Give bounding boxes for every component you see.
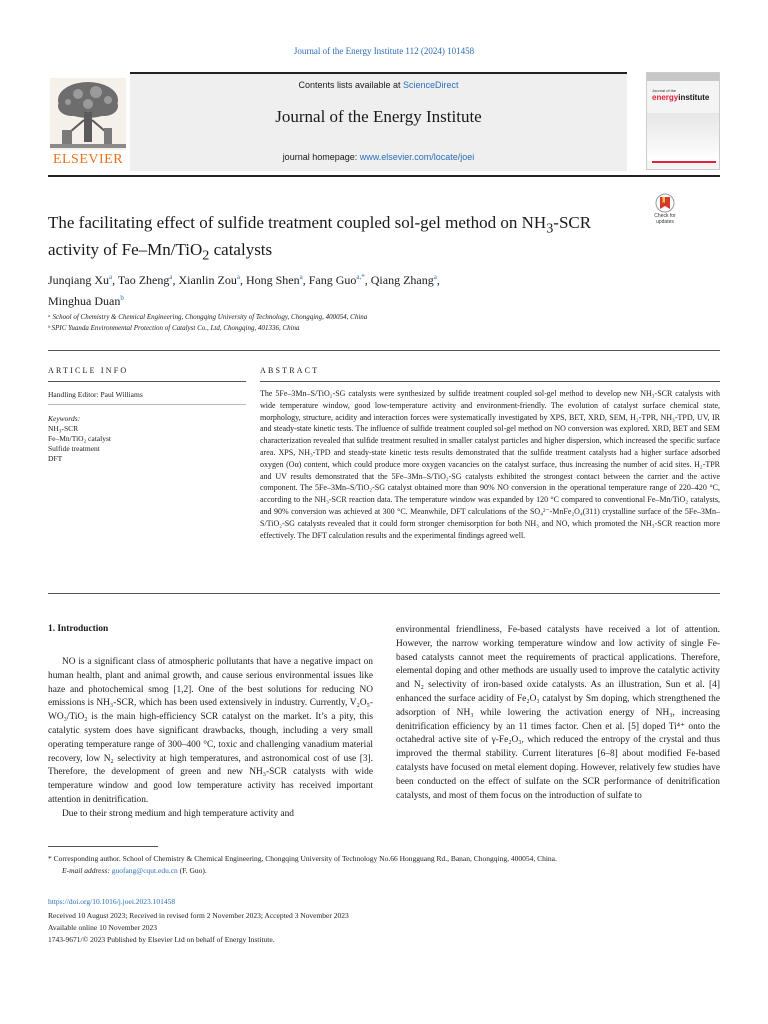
cover-name-energy: energy [652, 93, 679, 102]
contents-line [130, 80, 627, 90]
article-info-rule [48, 381, 246, 382]
section-rule [48, 350, 720, 351]
keywords-label: Keywords: [48, 414, 81, 423]
abstract-heading: ABSTRACT [260, 366, 320, 375]
keywords-block [48, 414, 246, 464]
introduction-column-left [48, 656, 373, 822]
cover-journal-name [652, 93, 709, 102]
cover-name-institute: institute [678, 93, 710, 102]
cover-accent-rule [652, 161, 716, 163]
homepage-prefix: journal homepage: [282, 152, 360, 162]
author-name[interactable]: Junqiang Xu [48, 273, 109, 287]
journal-cover-thumbnail[interactable] [646, 72, 720, 170]
email-label: E-mail address: [62, 865, 112, 875]
footnote-rule [48, 846, 158, 847]
article-info-heading: ARTICLE INFO [48, 366, 129, 375]
keyword-item: NH₃-SCR [48, 424, 79, 433]
abstract-rule [260, 381, 720, 382]
author-affiliation-mark[interactable]: a [236, 273, 240, 281]
title-part-1: The facilitating effect of sulfide treatment coupled sol-gel method on NH [48, 213, 547, 232]
introduction-column-right: environmental friendliness, Fe-based catalysts have received a lot of attention. However, the narrow working temperature window and low activity of single Fe-based catalysts cannot meet the requirements of practical applications. Therefore, elemental doping and other methods are usually used to improve the catalytic activity and N₂ selectivity of iron-based oxide catalysts. As an illustration, Sun et al. [4] enhanced the surface acidity of Fe₂O₃ catalyst by Sm doping, which strengthened the adsorption of NH₃ while lowering the activation energy of NH₃, increasing denitrification efficiency by an 11 times factor. Chen et al. [5] doped Ti⁴⁺ onto the octahedral active site of γ-Fe₂O₃, which reduced the entropy of the crystal and thus improved the thermal stability. Current literatures [6–8] about modified Fe-based catalysts have focused on metal element doping. However, relatively few studies have been conducted on the effect of sulfate on the SCR performance of denitrification catalysts, and most of them focus on the introduction of sulfate to [396, 625, 720, 801]
keyword-item: Fe–Mn/TiO₂ catalyst [48, 434, 111, 443]
corresponding-author-note: * Corresponding author. School of Chemistry & Chemical Engineering, Chongqing University of Technology No.66 Hongguang Rd., Banan, Chongqing, 400054, China. [48, 854, 557, 863]
homepage-line [130, 152, 627, 162]
author-affiliation-mark[interactable]: b [120, 294, 124, 302]
keyword-item: DFT [48, 454, 63, 463]
affiliations [48, 312, 648, 334]
check-updates-icon [648, 193, 682, 213]
affiliation-b: ᵇ SPIC Yuanda Environmental Protection of Catalyst Co., Ltd, Chongqing, 401336, China [48, 324, 300, 332]
copyright: 1743-9671/© 2023 Published by Elsevier Ltd on behalf of Energy Institute. [48, 935, 275, 944]
title-part-3: catalysts [209, 240, 273, 260]
check-updates-label: Check for updates [654, 213, 676, 225]
intro-paragraph: Due to their strong medium and high temperature activity and [62, 808, 294, 819]
sciencedirect-link[interactable]: ScienceDirect [403, 80, 459, 90]
journal-citation[interactable]: Journal of the Energy Institute 112 (2024) 101458 [293, 46, 475, 56]
journal-name: Journal of the Energy Institute [275, 107, 482, 126]
section-rule [48, 593, 720, 594]
author-name[interactable]: Xianlin Zou [178, 273, 237, 287]
introduction-heading: 1. Introduction [48, 624, 109, 634]
check-for-updates-button[interactable] [648, 193, 682, 229]
title-sub-2: 2 [202, 247, 210, 264]
email-line [48, 865, 720, 877]
elsevier-wordmark: ELSEVIER [52, 152, 124, 167]
author-name[interactable]: Fang Guo [308, 273, 357, 287]
author-affiliation-mark[interactable]: a [169, 273, 173, 281]
homepage-link[interactable]: www.elsevier.com/locate/joei [359, 152, 475, 162]
contents-prefix: Contents lists available at [298, 80, 404, 90]
title-sub-1: 3 [546, 220, 554, 237]
header-rule [48, 175, 720, 177]
abstract-text: The 5Fe–3Mn–S/TiO₂-SG catalysts were synthesized by sulfide treatment coupled sol-gel method to develop new NH₃-SCR catalysts with wide temperature window, good low-temperature activity and environment-friendly. The evolution of catalyst surface chemical state, morphology, structure, acidity and interaction forces were systematically investigated by XPS, BET, XRD, SEM, H₂-TPR, NH₃-TPD, UV, IR and steady-state kinetic tests. The influence of sulfide treatment coupled sol-gel method on NO conversion was explored. XRD, BET and SEM characterization revealed that sulfide treatment resulted in smaller catalyst particles and higher dispersion, which increased the specific surface area. XPS, NH₃-TPD and steady-state kinetic tests results demonstrated that the sulfide treatment catalysts had a higher surface adsorbed oxygen (Oα) content, which could produce more oxygen vacancies on the catalyst surface, thus increasing the number of acid sites. H₂-TPR and UV results demonstrated that the 5Fe–3Mn–S/TiO₂-SG catalysts exhibited the strongest contact between the carrier and the active component. The 5Fe–3Mn–S/TiO₂-SG catalyst obtained more than 90% NO conversion in the operational temperature range of 220–420 °C, according to the NH₃-SCR reaction data. The temperature window was expanded by 120 °C compared to conventional Fe–Mn/TiO₂ catalysts, and 90% conversion was achieved at 300 °C. Meanwhile, DFT calculations of the SO₄²⁻-MnFe₂O₄(311) crystalline surface of the 5Fe–3Mn–S/TiO₂-SG catalysts revealed that it could form stronger chemisorption for both NH₃ and NO, which promoted the NH₃-SCR reaction more effectively. The DFT calculation results and the experimental findings agreed well. [260, 389, 720, 540]
keyword-item: Sulfide treatment [48, 444, 100, 453]
author-name[interactable]: Minghua Duan [48, 294, 121, 308]
cover-top-strip [647, 73, 719, 81]
cover-small-text: Journal of the [652, 88, 677, 93]
received-dates: Received 10 August 2023; Received in revised form 2 November 2023; Accepted 3 November 2023 [48, 911, 349, 920]
author-name[interactable]: Tao Zheng [117, 273, 170, 287]
email-link[interactable]: guofang@cqut.edu.cn [111, 865, 178, 875]
author-affiliation-mark[interactable]: a [109, 273, 113, 281]
author-affiliation-mark[interactable]: a,* [356, 273, 365, 281]
intro-paragraph: NO is a significant class of atmospheric pollutants that have a negative impact on human health, plant and animal growth, and cause serious environmental issues like haze and photochemical smog [1,2]. One of the best solutions for reducing NO emissions is NH₃-SCR, which has been used extensively in industry. Currently, V₂O₅-WO₃/TiO₂ is the main high-efficiency SCR catalyst on the market. It’s a pity, this catalytic system does have significant drawbacks, though, including a very small operating temperature range of 300–400 °C, toxic and challenging vanadium material recovery, low N₂ selectivity at high temperatures, and astronomical cost of use [3]. Therefore, the development of green and new NH₃-SCR catalysts with wide temperature window and good low temperature activity has received important attention in denitrification. [48, 657, 373, 805]
email-suffix: (F. Guo). [177, 865, 207, 875]
available-online: Available online 10 November 2023 [48, 923, 157, 932]
author-name[interactable]: Hong Shen [245, 273, 300, 287]
handling-editor: Handling Editor: Paul Williams [48, 390, 143, 399]
article-info-divider [48, 404, 246, 405]
title-part-2: -SCR activity of Fe–Mn/TiO [48, 213, 592, 260]
affiliation-a: ᵃ School of Chemistry & Chemical Engineering, Chongqing University of Technology, Chongqing, 400054, China [48, 313, 368, 321]
doi-link[interactable]: https://doi.org/10.1016/j.joei.2023.101458 [48, 897, 176, 906]
article-title [48, 212, 628, 267]
footnote [48, 853, 720, 876]
author-affiliation-mark[interactable]: a [433, 273, 437, 281]
author-list: Junqiang Xu$^a$, Tao Zheng$^a$, Xianlin Zou$^a$, Hong Shen$^a$, Fang Guo$^{a,*}$, Qiang Zhang$^a$, Minghua Duan$^b$ [48, 273, 440, 308]
author-name[interactable]: Qiang Zhang [370, 273, 434, 287]
author-affiliation-mark[interactable]: a [299, 273, 303, 281]
cover-image-band [647, 113, 719, 161]
